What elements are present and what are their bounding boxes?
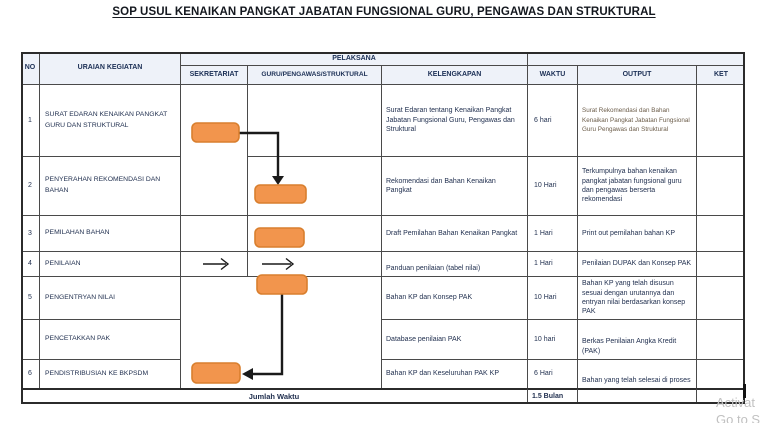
cell-ket-2 [697,157,745,216]
header-output: OUTPUT [578,66,697,85]
header-kelengkapan: KELENGKAPAN [382,66,528,85]
cell-output-3: Print out pemilahan bahan KP [578,216,697,252]
cell-waktu-5b: 10 hari [528,320,578,360]
watermark-line2: Go to S [716,412,761,423]
header-ket: KET [697,66,745,85]
cell-waktu-3: 1 Hari [528,216,578,252]
cell-ket-5b [697,320,745,360]
lane-guru-row3 [248,216,382,252]
cell-output-4: Penilaian DUPAK dan Konsep PAK [578,252,697,277]
cell-output-6: Bahan yang telah selesai di proses [578,360,697,388]
cell-waktu-6: 6 Hari [528,360,578,388]
cell-waktu-2: 10 Hari [528,157,578,216]
cell-kelengkapan-3: Draft Pemilahan Bahan Kenaikan Pangkat [382,216,528,252]
header-guru-pengawas-struktural: GURU/PENGAWAS/STRUKTURAL [248,66,382,85]
cell-kelengkapan-5b: Database penilaian PAK [382,320,528,360]
lane-guru-row1 [248,85,382,157]
cell-output-5: Bahan KP yang telah disusun sesuai dengan urutannya dan entryan nilai berdasarkan konsep PAK [578,277,697,320]
cell-uraian-4: PENILAIAN [40,252,181,277]
cell-ket-1 [697,85,745,157]
cell-output-1: Surat Rekomendasi dan Bahan Kenaikan Pangkat Jabatan Fungsional Guru Pengawas dan Struktural [578,85,697,157]
cell-kelengkapan-2: Rekomendasi dan Bahan Kenaikan Pangkat [382,157,528,216]
cell-no-3: 3 [21,216,40,252]
header-waktu: WAKTU [528,66,578,85]
header-no: NO [21,52,40,85]
footer-jumlah-waktu-label: Jumlah Waktu [21,388,528,404]
lane-guru-row4 [248,252,382,277]
cell-uraian-5b: PENCETAKKAN PAK [40,320,181,360]
header-right-empty [528,52,745,66]
watermark-line1: Activat [716,395,756,410]
cell-ket-4 [697,252,745,277]
cell-ket-6 [697,360,745,388]
cell-no-5b [21,320,40,360]
cell-no-1: 1 [21,85,40,157]
cell-uraian-6: PENDISTRIBUSIAN KE BKPSDM [40,360,181,388]
sop-table [21,52,745,404]
cell-output-5b: Berkas Penilaian Angka Kredit (PAK) [578,320,697,360]
cell-output-2: Terkumpulnya bahan kenaikan pangkat jabatan fungsional guru dan pengawas berserta rekomendasi [578,157,697,216]
cell-uraian-3: PEMILAHAN BAHAN [40,216,181,252]
cell-uraian-1: SURAT EDARAN KENAIKAN PANGKAT GURU DAN STRUKTURAL [40,85,181,157]
activation-watermark [716,394,760,423]
lane-sekretariat-row4 [181,252,248,277]
header-pelaksana: PELAKSANA [181,52,528,66]
footer-total-waktu: 1.5 Bulan [528,388,578,404]
cell-kelengkapan-4: Panduan penilaian (tabel nilai) [382,252,528,277]
cell-waktu-1: 6 hari [528,85,578,157]
lane-guru-row2 [248,157,382,216]
cell-no-2: 2 [21,157,40,216]
cell-kelengkapan-5: Bahan KP dan Konsep PAK [382,277,528,320]
cell-ket-3 [697,216,745,252]
cell-kelengkapan-1: Surat Edaran tentang Kenaikan Pangkat Jabatan Fungsional Guru, Pengawas dan Struktural [382,85,528,157]
cell-waktu-5: 10 Hari [528,277,578,320]
footer-output-empty [578,388,697,404]
page-title: SOP USUL KENAIKAN PANGKAT JABATAN FUNGSIONAL GURU, PENGAWAS DAN STRUKTURAL [112,6,656,18]
cell-waktu-4: 1 Hari [528,252,578,277]
lane-sekretariat-row3 [181,216,248,252]
cell-no-6: 6 [21,360,40,388]
header-uraian-kegiatan: URAIAN KEGIATAN [40,52,181,85]
header-sekretariat: SEKRETARIAT [181,66,248,85]
cell-uraian-5: PENGENTRYAN NILAI [40,277,181,320]
cell-no-4: 4 [21,252,40,277]
cell-no-5: 5 [21,277,40,320]
lane-merged-rows5-6 [181,277,382,388]
cell-kelengkapan-6: Bahan KP dan Keseluruhan PAK KP [382,360,528,388]
lane-sekretariat-row1-2 [181,85,248,216]
cell-ket-5 [697,277,745,320]
cell-uraian-2: PENYERAHAN REKOMENDASI DAN BAHAN [40,157,181,216]
